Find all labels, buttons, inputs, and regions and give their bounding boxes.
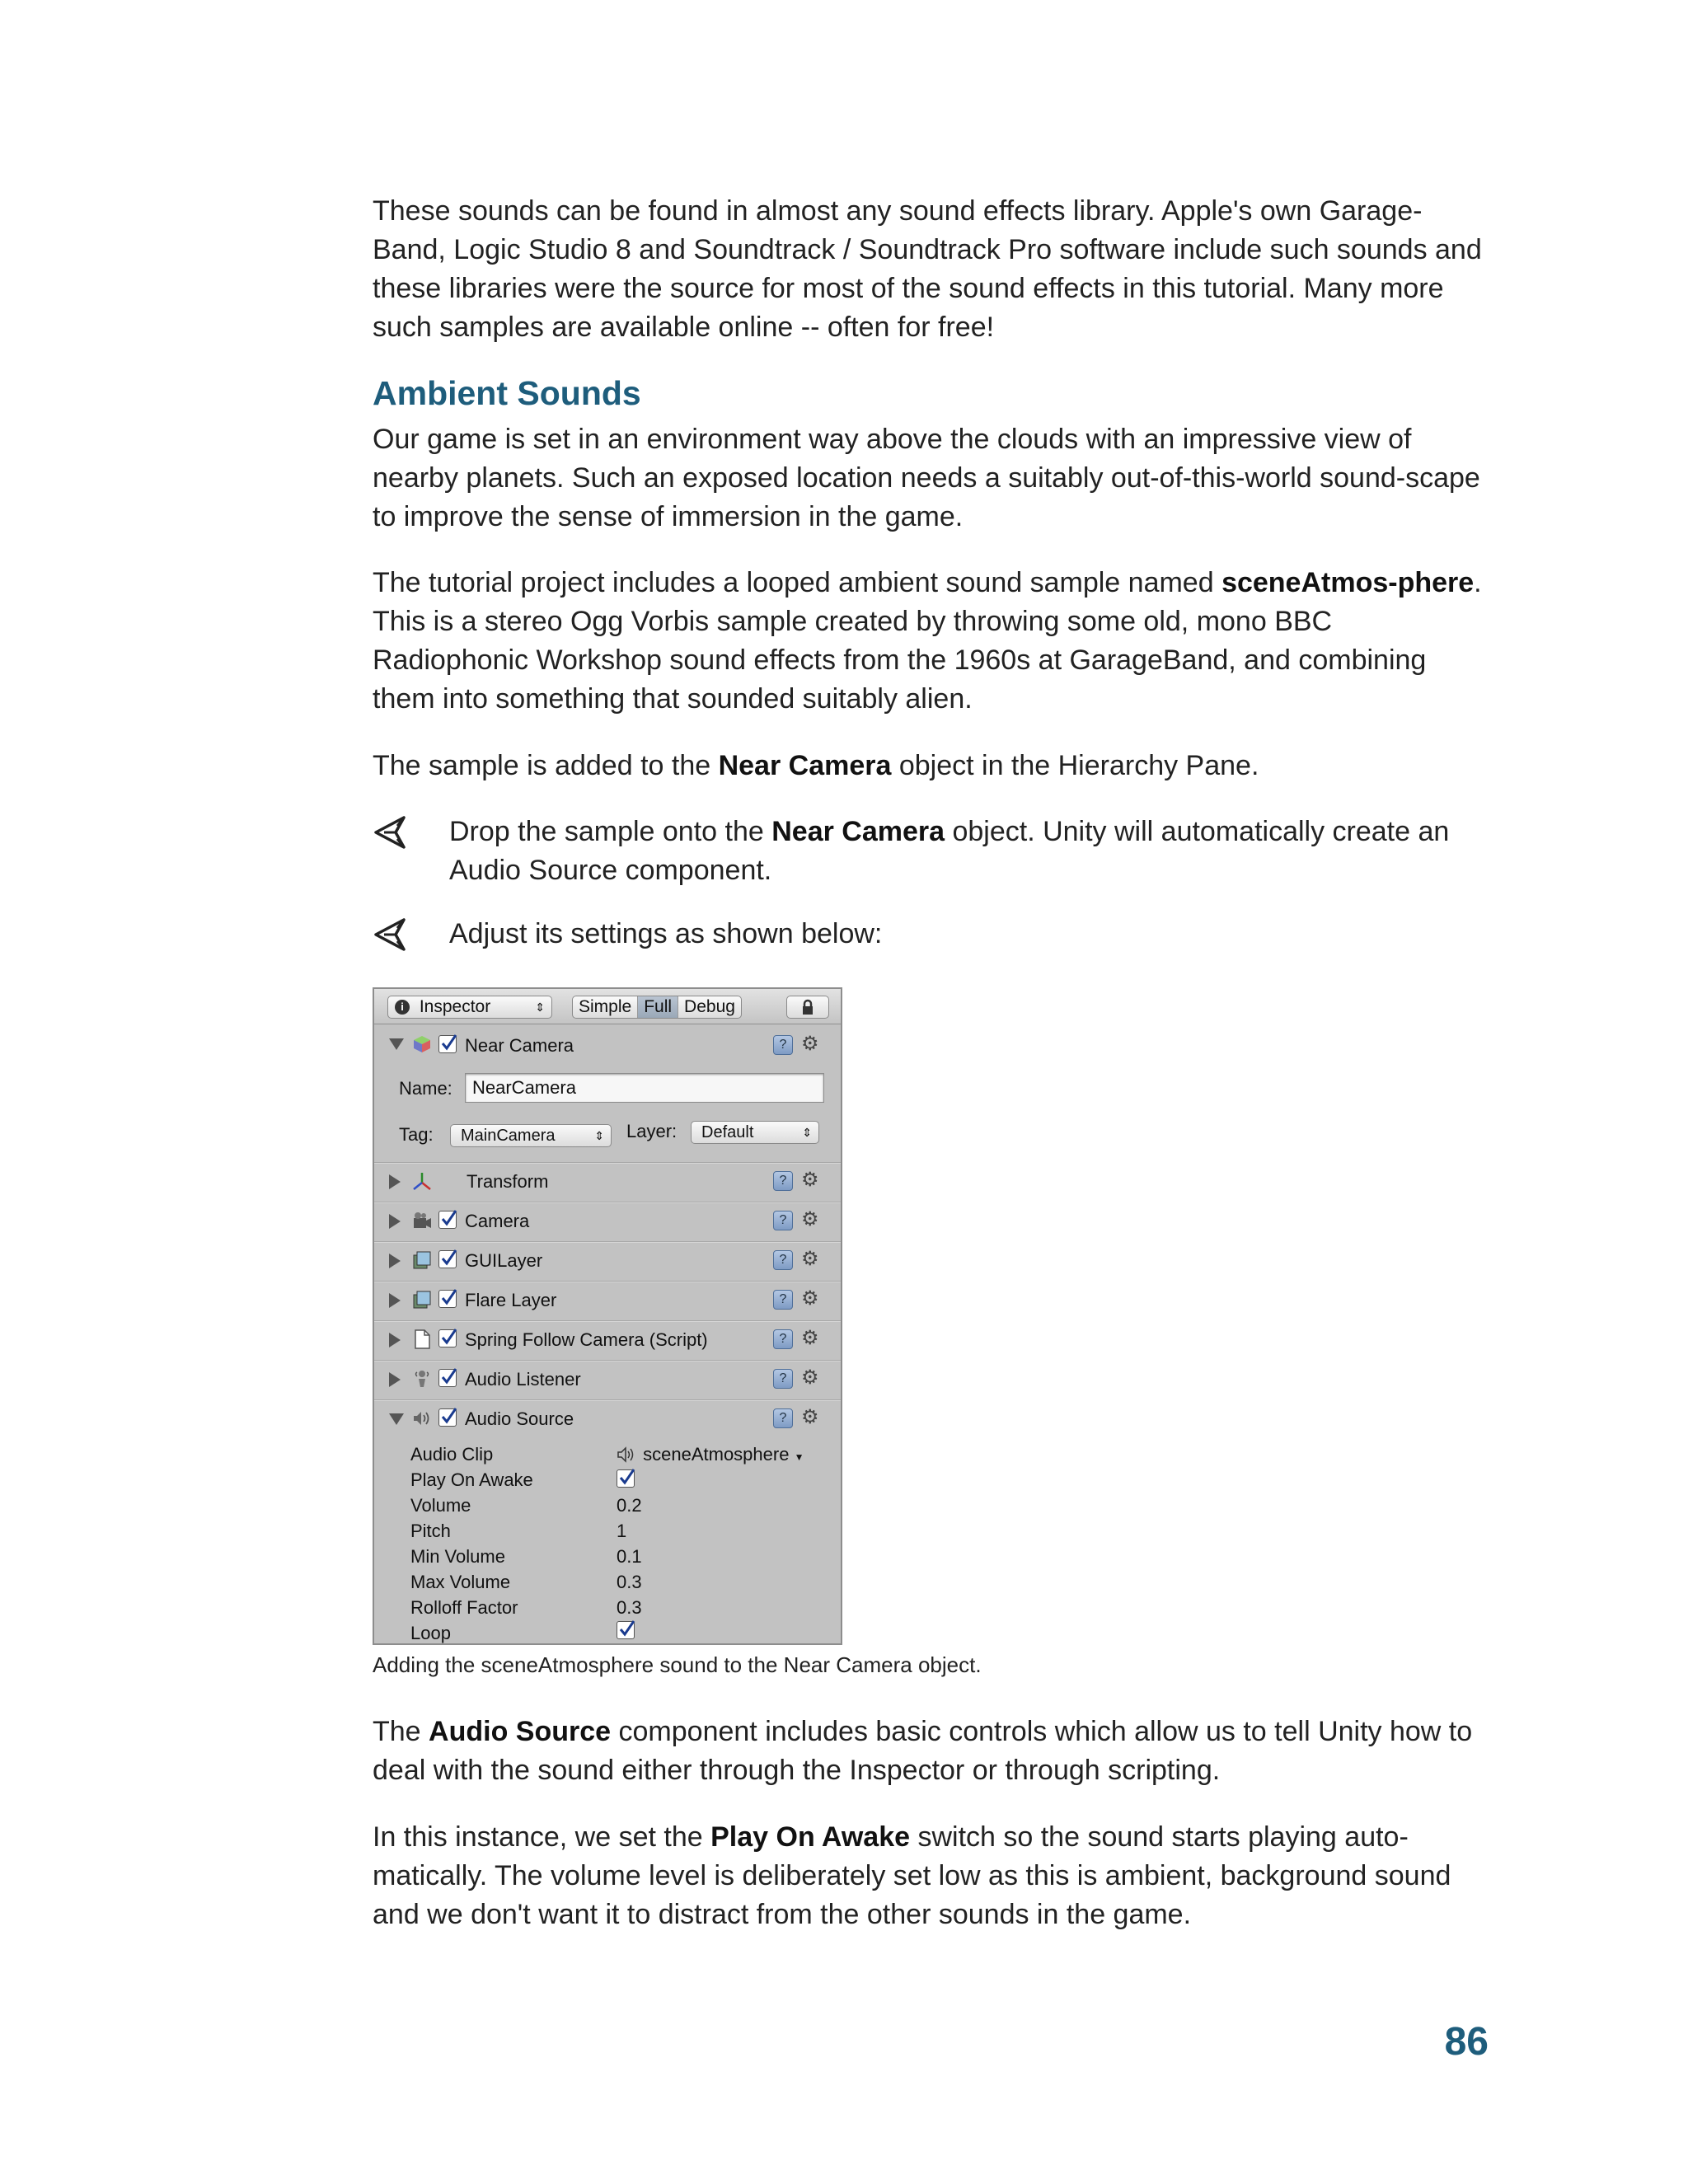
layer-label: Layer: [626,1121,678,1141]
component-enabled-checkbox[interactable] [438,1408,457,1427]
property-label: Loop [410,1623,451,1643]
name-input[interactable]: NearCamera [465,1073,824,1103]
help-icon[interactable]: ? [773,1035,793,1055]
play-on-awake-checkbox[interactable] [617,1469,635,1488]
audio-clip-field[interactable] [617,1444,804,1468]
help-icon[interactable]: ? [773,1369,793,1389]
paragraph-intro: These sounds can be found in almost any sound effects library. Apple's own Garage-Band, Logic Studio 8 and Soundtrack / Soundtrack Pro software include such sounds and these libraries were the source for most of the sound effects in this tutorial. Many more such samples are available online -- often for free! [373,195,1482,343]
component-enabled-checkbox[interactable] [438,1250,457,1268]
name-label: Name: [399,1078,452,1099]
text: . This is a stereo Ogg Vorbis sample created by throwing some old, mono BBC Radiophonic Workshop sound effects from the 1960s at GarageBand, and combining them into something that sounded suitably alien. [373,567,1482,715]
property-label: Pitch [410,1521,451,1541]
property-label: Rolloff Factor [410,1597,518,1618]
section-heading: Ambient Sounds [373,374,641,412]
updown-icon: ⇕ [535,1001,545,1014]
text: The [373,1716,429,1747]
gameobject-active-checkbox[interactable] [438,1035,457,1053]
help-icon[interactable]: ? [773,1211,793,1230]
paragraph-audio-source [373,1713,1493,1790]
text: object. Unity will automatically create an Audio Source component. [449,816,1450,886]
paragraph-instance [373,1818,1493,1934]
tag-label: Tag: [399,1124,434,1145]
text: In this instance, we set the [373,1821,711,1853]
property-label: Play On Awake [410,1469,533,1490]
camera-icon [412,1211,432,1230]
component-enabled-checkbox[interactable] [438,1211,457,1229]
help-icon[interactable]: ? [773,1329,793,1349]
expand-right-icon[interactable] [389,1333,401,1347]
speaker-icon [412,1408,432,1428]
mode-simple-button[interactable]: Simple [573,996,638,1018]
speaker-icon [617,1446,638,1463]
tag-dropdown[interactable] [450,1124,612,1147]
volume-value[interactable]: 0.2 [617,1495,642,1516]
component-enabled-checkbox[interactable] [438,1290,457,1308]
min-volume-value[interactable]: 0.1 [617,1546,642,1567]
bold-text: sceneAtmos-phere [1221,567,1475,598]
transform-axes-icon [412,1171,432,1191]
component-row-flare-layer[interactable] [374,1281,841,1319]
component-row-audio-listener[interactable] [374,1360,841,1398]
paragraph-ambient: Our game is set in an environment way above the clouds with an impressive view of nearby planets. Such an exposed location needs a suitably out-of-this-world sound-scape to improve the sense of immersion in the game. [373,424,1480,532]
help-icon[interactable]: ? [773,1250,793,1270]
mode-debug-button[interactable]: Debug [684,997,735,1016]
bold-text: Near Camera [718,750,892,781]
gear-icon[interactable]: ⚙ [801,1208,819,1230]
text: object in the Hierarchy Pane. [891,750,1259,781]
component-row-guilayer[interactable] [374,1241,841,1279]
info-icon: i [395,1000,410,1015]
max-volume-value[interactable]: 0.3 [617,1572,642,1592]
page-number: 86 [1444,2020,1489,2064]
property-label: Min Volume [410,1546,505,1567]
dropdown-arrow-icon: ▼ [794,1451,804,1463]
text: The sample is added to the [373,750,719,781]
help-icon[interactable]: ? [773,1290,793,1310]
layer-icon [412,1250,432,1270]
component-label: Audio Listener [465,1369,581,1390]
gear-icon[interactable]: ⚙ [801,1327,819,1349]
gear-icon[interactable]: ⚙ [801,1287,819,1310]
rolloff-factor-value[interactable]: 0.3 [617,1597,642,1618]
inspector-panel [373,987,842,1645]
property-label: Audio Clip [410,1444,494,1465]
component-label: GUILayer [465,1250,543,1271]
updown-icon: ⇕ [802,1126,812,1139]
component-label: Flare Layer [465,1290,557,1310]
component-label: Spring Follow Camera (Script) [465,1329,708,1350]
component-label: Transform [467,1171,549,1192]
layer-value: Default [701,1123,754,1141]
layer-icon [412,1290,432,1310]
expand-right-icon[interactable] [389,1372,401,1387]
script-document-icon [412,1329,432,1349]
component-row-camera[interactable] [374,1202,841,1240]
gear-icon[interactable]: ⚙ [801,1033,819,1055]
component-label: Audio Source [465,1408,574,1429]
help-icon[interactable]: ? [773,1171,793,1191]
text: component includes basic controls which allow us to tell Unity how to deal with the sound either through the Inspector or through scripting. [373,1716,1473,1786]
gear-icon[interactable]: ⚙ [801,1406,819,1428]
layer-dropdown[interactable] [691,1121,819,1144]
gear-icon[interactable]: ⚙ [801,1366,819,1389]
component-row-audio-source[interactable] [374,1399,841,1437]
component-enabled-checkbox[interactable] [438,1369,457,1387]
expand-right-icon[interactable] [389,1214,401,1229]
component-row-spring-follow-camera[interactable] [374,1320,841,1358]
gear-icon[interactable]: ⚙ [801,1169,819,1191]
expand-right-icon[interactable] [389,1254,401,1268]
step-1-text [449,813,1492,890]
inspector-toolbar [374,989,841,1024]
unity-step-icon [373,814,409,851]
component-enabled-checkbox[interactable] [438,1329,457,1347]
bold-text: Near Camera [771,816,945,847]
inspector-tab-dropdown[interactable] [387,996,552,1019]
mode-full-button[interactable]: Full [638,996,678,1018]
text: switch so the sound starts playing auto-matically. The volume level is deliberately set low as this is ambient, background sound and we don't want it to distract from the other sounds in the game. [373,1821,1451,1930]
audio-listener-icon [412,1369,432,1389]
expand-right-icon[interactable] [389,1293,401,1308]
figure-caption: Adding the sceneAtmosphere sound to the Near Camera object. [373,1652,982,1677]
gameobject-cube-icon [412,1034,432,1054]
gear-icon[interactable]: ⚙ [801,1248,819,1270]
expand-down-icon[interactable] [389,1038,404,1050]
audio-clip-value: sceneAtmosphere [643,1444,790,1465]
property-label: Max Volume [410,1572,511,1592]
loop-checkbox[interactable] [617,1621,635,1639]
bold-text: Play On Awake [710,1821,911,1853]
mode-segmented-control [572,996,742,1019]
step-2-text: Adjust its settings as shown below: [449,918,883,949]
tag-value: MainCamera [461,1127,556,1145]
unity-step-icon [373,916,409,953]
pitch-value[interactable]: 1 [617,1521,627,1541]
gameobject-header-row[interactable] [374,1025,841,1063]
paragraph-sample [373,747,1493,785]
lock-button[interactable] [786,996,829,1019]
expand-down-icon[interactable] [389,1413,404,1425]
updown-icon: ⇕ [594,1129,604,1142]
component-label: Camera [465,1211,530,1231]
text: The tutorial project includes a looped ambient sound sample named [373,567,1222,598]
component-row-transform[interactable] [374,1162,841,1200]
help-icon[interactable]: ? [773,1408,793,1428]
paragraph-tutorial [373,564,1493,719]
gameobject-name-label: Near Camera [465,1035,574,1056]
bold-text: Audio Source [429,1716,612,1747]
property-label: Volume [410,1495,471,1516]
expand-right-icon[interactable] [389,1174,401,1189]
text: Drop the sample onto the [449,816,772,847]
lock-icon [801,999,814,1015]
inspector-tab-label: Inspector [419,997,491,1016]
